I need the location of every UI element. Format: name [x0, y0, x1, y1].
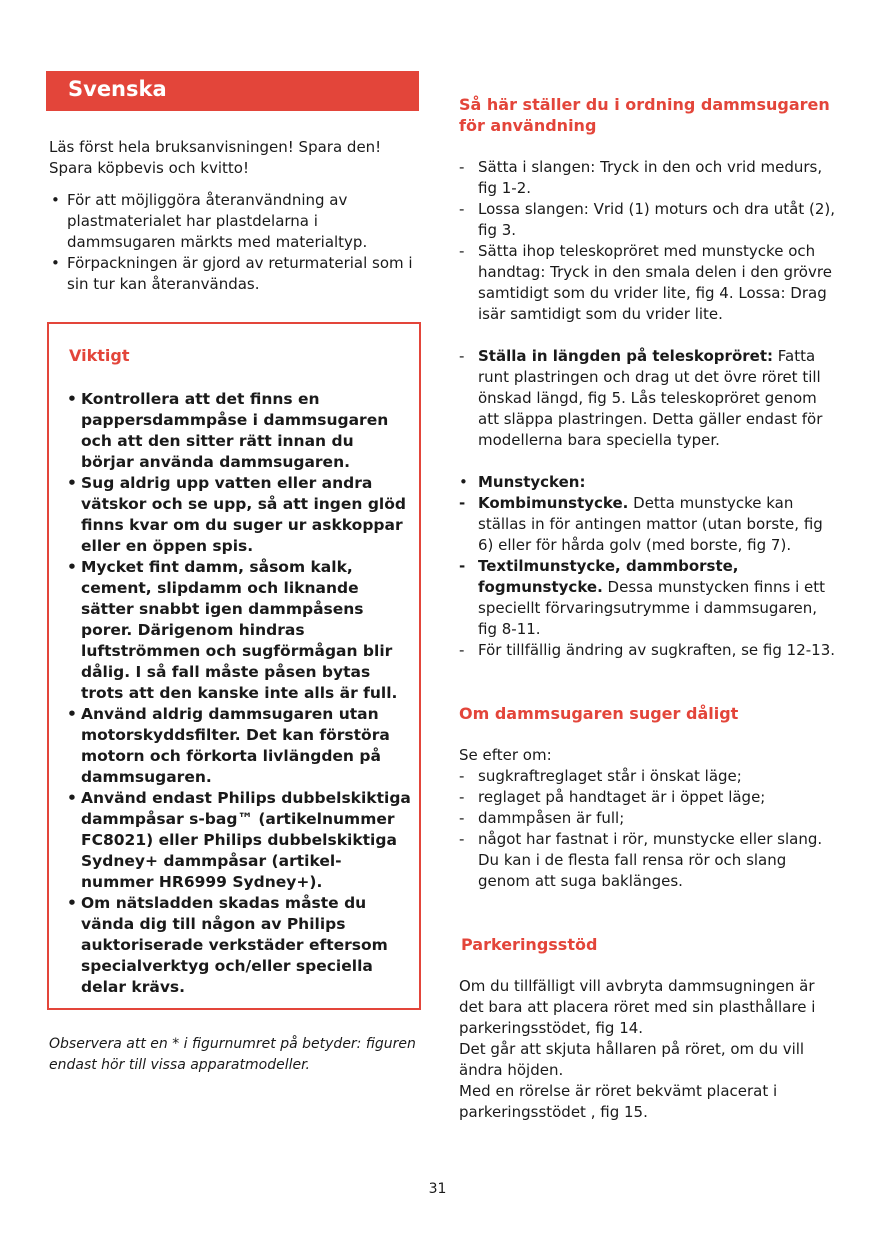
dash-marker: - — [459, 767, 465, 785]
textile-text: Dessa munstycken finns i ett speciellt förvaringsutrymme i dammsugaren, fig 8-11. — [478, 578, 825, 638]
list-item — [49, 190, 421, 253]
dash-marker: - — [459, 158, 465, 176]
poor-suction-lead: Se efter om: — [459, 746, 552, 764]
important-title: Viktigt — [69, 346, 130, 365]
list-item-text: Om nätsladden skadas måste du vända dig till någon av Philips auktoriserade verkstäder eftersom specialverktyg och/eller speciella delar krävs. — [81, 894, 388, 996]
bullet-marker: • — [67, 390, 77, 408]
list-item — [66, 557, 411, 704]
combi-text: Detta munstycke kan ställas in för antingen mattor (utan borste, fig 6) eller för hårda golv (med borste, fig 7). — [478, 494, 823, 554]
list-item-text: Sug aldrig upp vatten eller andra vätskor och se upp, så att ingen glöd finns kvar om du suger ur askkoppar eller en öppen spis. — [81, 474, 406, 555]
list-item — [66, 389, 411, 473]
suction-text: För tillfällig ändring av sugkraften, se fig 12-13. — [478, 641, 836, 659]
parking-paragraph-1: Om du tillfälligt vill avbryta dammsugningen är det bara att placera röret med sin plasthållare i parkeringsstödet, fig 14. — [459, 977, 816, 1037]
list-item-text: Använd endast Philips dubbelskiktiga dammpåsar s-bag™ (artikelnummer FC8021) eller Philips dubbelskiktiga Sydney+ dammpåsar (artikel-nummer HR6999 Sydney+). — [81, 789, 411, 891]
bullet-marker: • — [67, 789, 77, 807]
dash-marker: - — [459, 242, 465, 260]
figure-note: Observera att en * i figurnumret på betyder: figuren endast hör till vissa apparatmodeller. — [49, 1036, 416, 1073]
dash-marker: - — [459, 830, 465, 848]
list-item — [459, 241, 839, 325]
nozzles-list — [459, 472, 839, 661]
list-item-text: Lossa slangen: Vrid (1) moturs och dra utåt (2), fig 3. — [478, 200, 836, 239]
important-box — [47, 322, 421, 1010]
language-title: Svenska — [68, 77, 167, 101]
poor-suction-list — [459, 766, 839, 892]
combi-heading: Kombimunstycke. — [478, 494, 629, 512]
parking-paragraph-2: Det går att skjuta hållaren på röret, om du vill ändra höjden. — [459, 1040, 805, 1079]
parking-title: Parkeringsstöd — [461, 935, 598, 954]
textile-heading: Textilmunstycke, dammborste, fogmunstycke. — [478, 557, 739, 596]
bullet-marker: • — [67, 894, 77, 912]
telescope-text: Fatta runt plastringen och drag ut det övre röret till önskad längd, fig 5. Lås teleskopröret genom att släppa plastringen. Detta gäller endast för modellerna bara speciella typer. — [478, 347, 823, 449]
dash-marker: - — [459, 347, 465, 365]
important-list — [66, 389, 411, 998]
list-item — [49, 253, 421, 295]
list-item — [66, 473, 411, 557]
bullet-marker: • — [51, 191, 60, 209]
dash-marker: - — [459, 200, 465, 218]
list-item — [459, 493, 839, 556]
list-item-text: Använd aldrig dammsugaren utan motorskyddsfilter. Det kan förstöra motorn och förkorta livlängden på dammsugaren. — [81, 705, 390, 786]
page-number: 31 — [428, 1181, 447, 1197]
list-item-text: sugkraftreglaget står i önskat läge; — [478, 767, 742, 785]
list-item-text: Kontrollera att det finns en pappersdammpåse i dammsugaren och att den sitter rätt innan du börjar använda dammsugaren. — [81, 390, 389, 471]
intro-bullet-list — [49, 190, 421, 295]
telescope-list — [459, 346, 839, 451]
bullet-marker: • — [67, 705, 77, 723]
list-item — [459, 766, 839, 787]
intro-line-1: Läs först hela bruksanvisningen! Spara den! — [49, 138, 382, 156]
list-item — [459, 556, 839, 640]
list-item-text: Sätta ihop teleskopröret med munstycke och handtag: Tryck in den smala delen i den grövre samtidigt som du vrider lite, fig 4. Lossa: Drag isär samtidigt som du vrider lite. — [478, 242, 832, 323]
dash-marker: - — [459, 494, 466, 512]
list-item-text: Förpackningen är gjord av returmaterial som i sin tur kan återanvändas. — [67, 254, 413, 293]
list-item-text: något har fastnat i rör, munstycke eller slang. Du kan i de flesta fall rensa rör och slang genom att suga baklänges. — [478, 830, 823, 890]
bullet-marker: • — [67, 474, 77, 492]
setup-title: Så här ställer du i ordning dammsugaren för användning — [459, 95, 830, 135]
intro-line-2: Spara köpbevis och kvitto! — [49, 159, 249, 177]
list-item — [459, 808, 839, 829]
left-column — [49, 137, 421, 295]
telescope-heading: Ställa in längden på teleskopröret: — [478, 347, 773, 365]
bullet-marker: • — [459, 473, 468, 491]
bullet-marker: • — [51, 254, 60, 272]
list-item — [459, 787, 839, 808]
list-item-text: Sätta i slangen: Tryck in den och vrid medurs, fig 1-2. — [478, 158, 823, 197]
list-item — [459, 472, 839, 493]
dash-marker: - — [459, 557, 466, 575]
list-item — [459, 346, 839, 451]
bullet-marker: • — [67, 558, 77, 576]
nozzles-heading: Munstycken: — [478, 473, 586, 491]
parking-paragraph-3: Med en rörelse är röret bekvämt placerat i parkeringsstödet , fig 15. — [459, 1082, 778, 1121]
dash-marker: - — [459, 788, 465, 806]
dash-marker: - — [459, 641, 465, 659]
list-item-text: dammpåsen är full; — [478, 809, 625, 827]
list-item-text: För att möjliggöra återanvändning av plastmaterialet har plastdelarna i dammsugaren märkts med materialtyp. — [67, 191, 368, 251]
list-item — [66, 893, 411, 998]
list-item-text: Mycket fint damm, såsom kalk, cement, slipdamm och liknande sätter snabbt igen dammpåsens porer. Därigenom hindras luftströmmen och sugförmågan blir dålig. I så fall måste påsen bytas trots att den kanske inte alls är full. — [81, 558, 398, 702]
list-item-text: reglaget på handtaget är i öppet läge; — [478, 788, 766, 806]
list-item — [459, 199, 839, 241]
list-item — [459, 157, 839, 199]
list-item — [66, 704, 411, 788]
setup-steps-list — [459, 157, 839, 325]
language-header-bar — [46, 71, 419, 111]
dash-marker: - — [459, 809, 465, 827]
list-item — [66, 788, 411, 893]
right-column — [459, 94, 839, 1123]
poor-suction-title: Om dammsugaren suger dåligt — [459, 704, 739, 723]
list-item — [459, 640, 839, 661]
list-item — [459, 829, 839, 892]
